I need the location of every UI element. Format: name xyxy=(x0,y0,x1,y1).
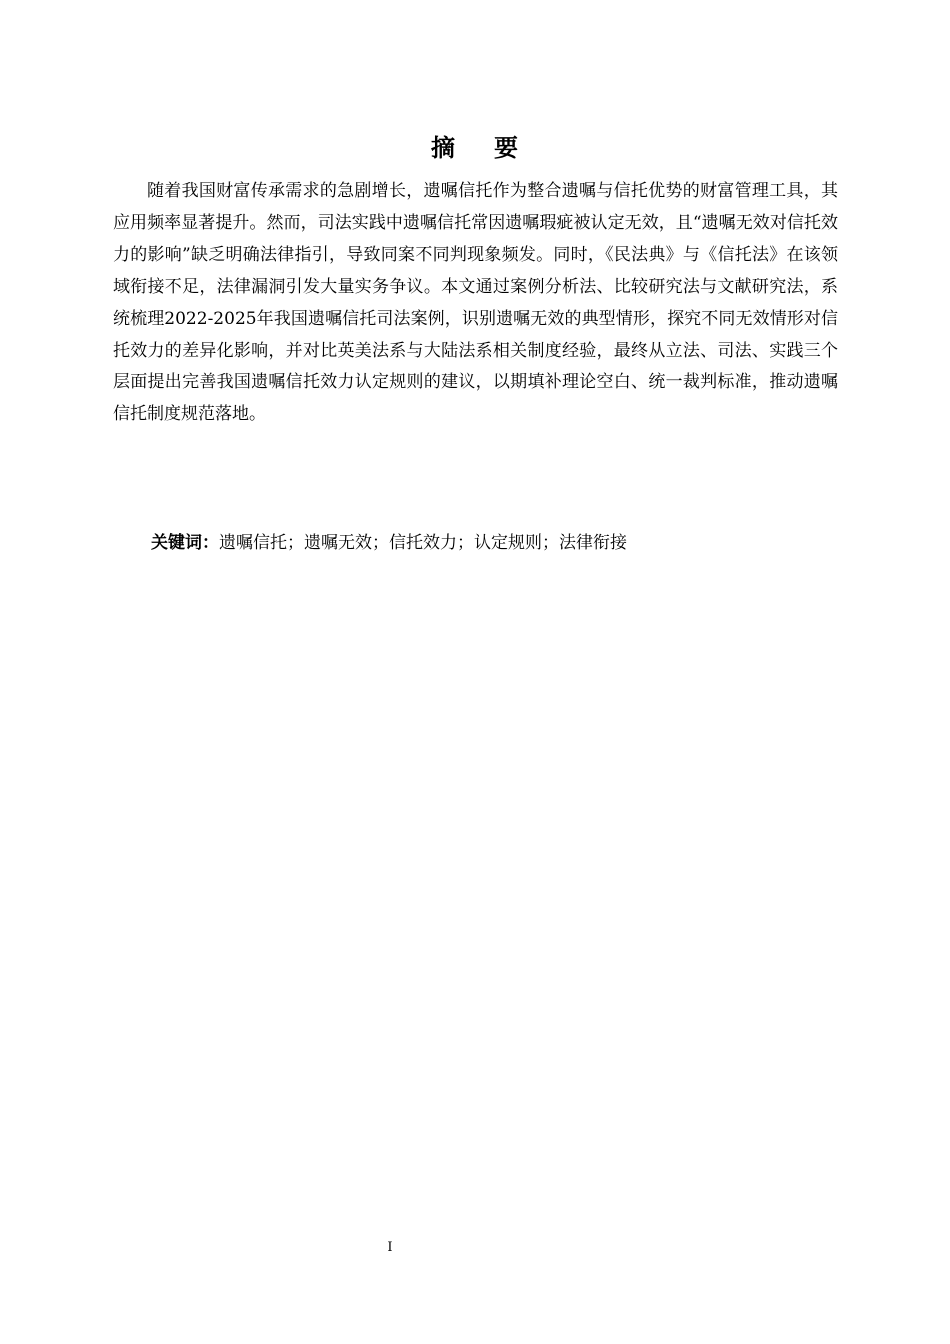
abstract-paragraph: 随着我国财富传承需求的急剧增长，遗嘱信托作为整合遗嘱与信托优势的财富管理工具，其应用频率显著提升。然而，司法实践中遗嘱信托常因遗嘱瑕疵被认定无效，且“遗嘱无效对信托效力的影响”缺乏明确法律指引，导致同案不同判现象频发。同时，《民法典》与《信托法》在该领域衔接不足，法律漏洞引发大量实务争议。本文通过案例分析法、比较研究法与文献研究法，系统梳理2022-2025年我国遗嘱信托司法案例，识别遗嘱无效的典型情形，探究不同无效情形对信托效力的差异化影响，并对比英美法系与大陆法系相关制度经验，最终从立法、司法、实践三个层面提出完善我国遗嘱信托效力认定规则的建议，以期填补理论空白、统一裁判标准，推动遗嘱信托制度规范落地。 xyxy=(113,181,838,425)
abstract-heading xyxy=(0,128,950,163)
keywords-label: 关键词： xyxy=(151,533,219,553)
heading-char-2: 要 xyxy=(494,134,519,162)
keywords-text: 遗嘱信托；遗嘱无效；信托效力；认定规则；法律衔接 xyxy=(219,533,627,553)
keywords-line xyxy=(151,528,841,558)
heading-char-1: 摘 xyxy=(431,134,456,162)
page-number: I xyxy=(387,1240,393,1255)
